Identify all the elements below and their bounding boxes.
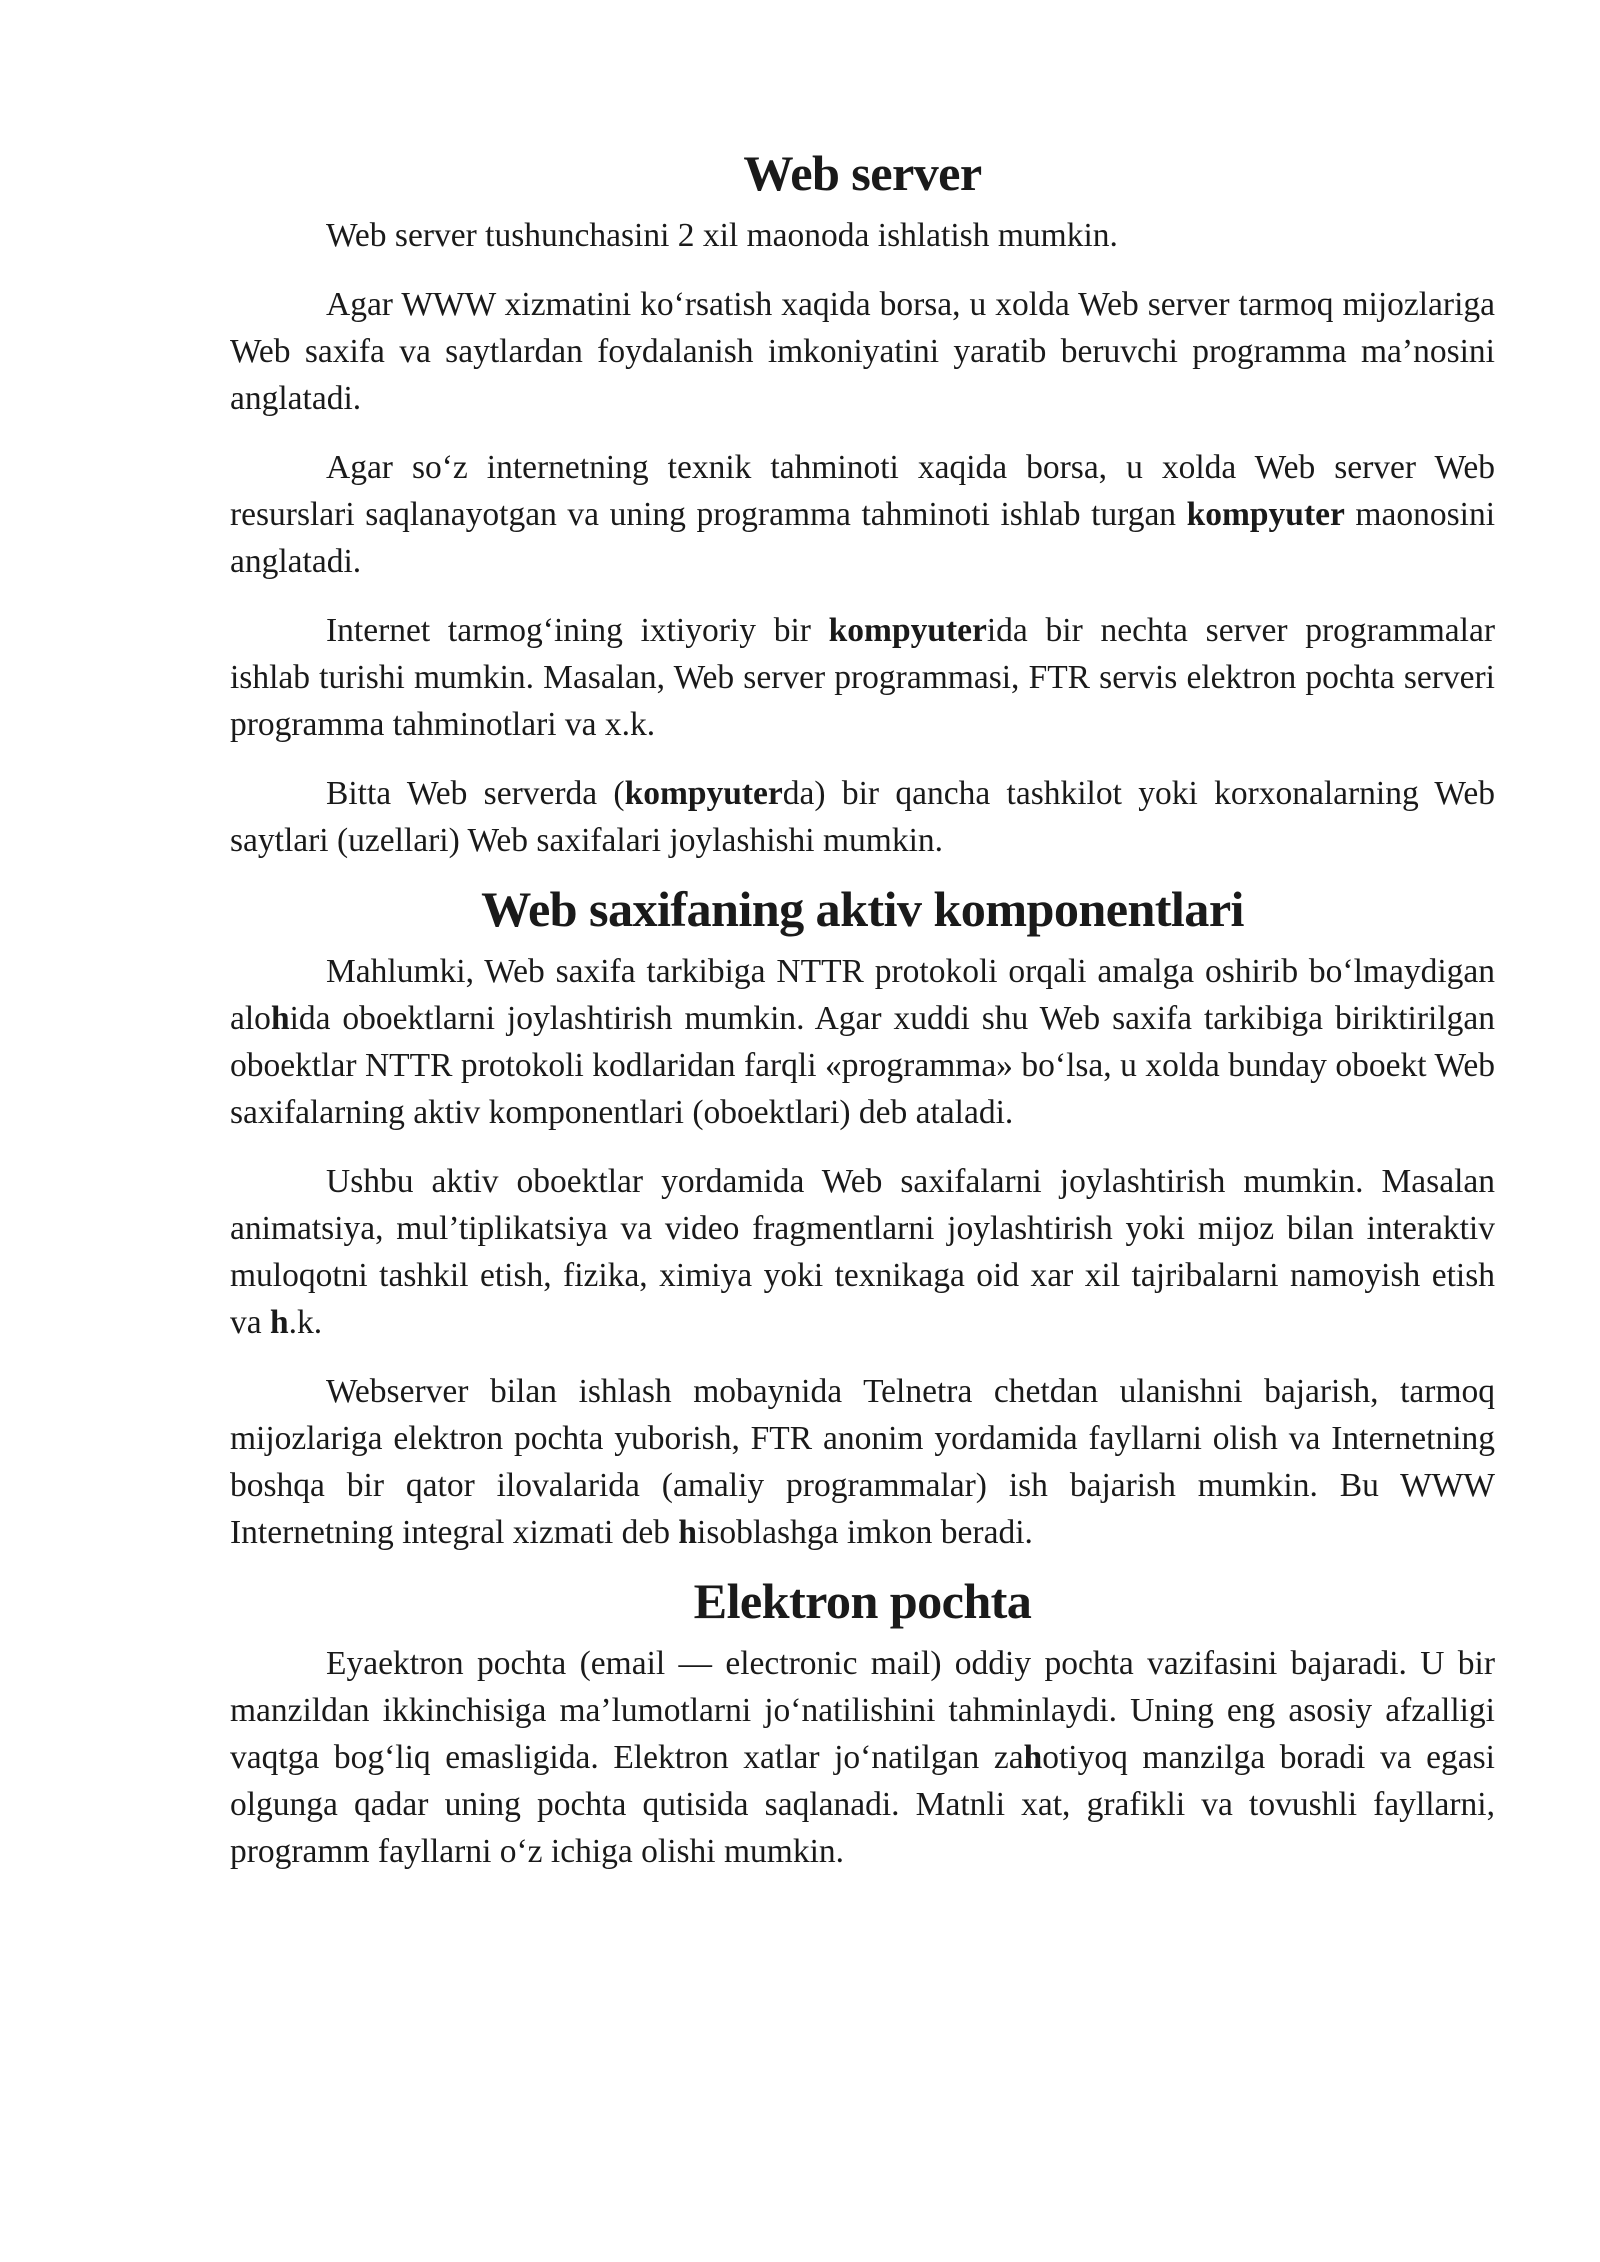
bold-text-run: h	[678, 1514, 698, 1551]
paragraph	[230, 1640, 1495, 1875]
paragraph	[230, 607, 1495, 748]
text-run: Agar WWW xizmatini ko‘rsatish xaqida borsa, u xolda Web server tarmoq mijozlariga Web saxifa va saytlardan foydalanish imkoniyatini yaratib beruvchi programma ma’nosini anglatadi.	[230, 286, 1495, 417]
text-run: Web server tushunchasini 2 xil maonoda ishlatish mumkin.	[326, 217, 1118, 254]
text-run: Mahlumki, Web saxifa tarkibiga NTTR protokoli orqali amalga oshirib bo‘lmaydigan alo	[230, 953, 1495, 1037]
text-run: Ushbu aktiv oboektlar yordamida Web saxifalarni joylashtirish mumkin. Masalan animatsiya, mul’tiplikatsiya va video fragmentlarni joylashtirish yoki mijoz bilan interaktiv muloqotni tashkil etish, fizika, ximiya yoki texnikaga oid xar xil tajribalarni namoyish etish va	[230, 1163, 1495, 1341]
paragraph	[230, 1158, 1495, 1346]
text-run: da) bir qancha tashkilot yoki korxonalarning Web saytlari (uzellari) Web saxifalari joylashishi mumkin.	[230, 775, 1495, 859]
text-run: .k.	[288, 1304, 323, 1341]
text-run: Internet tarmog‘ining ixtiyoriy bir	[326, 612, 829, 649]
section-heading-web-server: Web server	[743, 145, 982, 201]
text-run: ida bir nechta server programmalar ishlab turishi mumkin. Masalan, Web server programmasi, FTR servis elektron pochta serveri programma tahminotlari va x.k.	[230, 612, 1495, 743]
text-run: Eyaektron pochta (email — electronic mail) oddiy pochta vazifasini bajaradi. U bir manzildan ikkinchisiga ma’lumotlarni jo‘natilishini tahminlaydi. Uning eng asosiy afzalligi vaqtga bog‘liq emasligida. Elektron xatlar jo‘natilgan za	[230, 1645, 1495, 1776]
text-run: otiyoq manzilga boradi va egasi olgunga qadar uning pochta qutisida saqlanadi. Matnli xat, grafikli va tovushli fayllarni, programm fayllarni o‘z ichiga olishi mumkin.	[230, 1739, 1495, 1870]
text-run: Agar so‘z internetning texnik tahminoti xaqida borsa, u xolda Web server Web resurslari saqlanayotgan va uning programma tahminoti ishlab turgan	[230, 449, 1495, 533]
bold-text-run: kompyuter	[1186, 496, 1345, 533]
text-run: ida oboektlarni joylashtirish mumkin. Agar xuddi shu Web saxifa tarkibiga biriktirilgan oboektlar NTTR protokoli kodlaridan farqli «programma» bo‘lsa, u xolda bunday oboekt Web saxifalarning aktiv komponentlari (oboektlari) deb ataladi.	[230, 1000, 1495, 1131]
paragraph	[230, 281, 1495, 422]
paragraph	[230, 444, 1495, 585]
text-run: Bitta Web serverda (	[326, 775, 625, 812]
bold-text-run: kompyuter	[624, 775, 783, 812]
paragraph	[230, 948, 1495, 1136]
document-page	[230, 145, 1495, 1897]
bold-text-run: h	[1023, 1739, 1043, 1776]
bold-text-run: h	[270, 1000, 290, 1037]
paragraph	[230, 770, 1495, 864]
section-heading-email: Elektron pochta	[693, 1573, 1032, 1629]
text-run: isoblashga imkon beradi.	[697, 1514, 1033, 1551]
bold-text-run: h	[270, 1304, 289, 1341]
section-heading-active-components: Web saxifaning aktiv komponentlari	[481, 881, 1244, 937]
bold-text-run: kompyuter	[828, 612, 987, 649]
paragraph	[230, 212, 1495, 259]
paragraph	[230, 1368, 1495, 1556]
text-run: maonosini anglatadi.	[230, 496, 1495, 580]
text-run: Webserver bilan ishlash mobaynida Telnetra chetdan ulanishni bajarish, tarmoq mijozlariga elektron pochta yuborish, FTR anonim yordamida fayllarni olish va Internetning boshqa bir qator ilovalarida (amaliy programmalar) ish bajarish mumkin. Bu WWW Internetning integral xizmati deb	[230, 1373, 1495, 1551]
